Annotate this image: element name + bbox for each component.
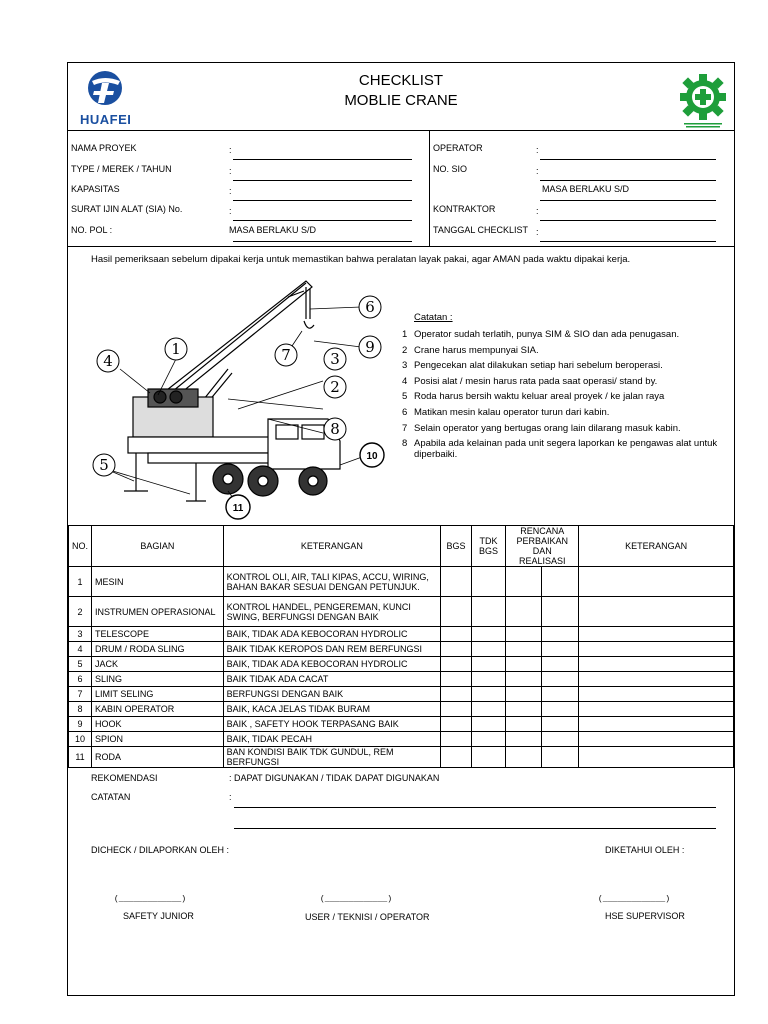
crane-diagram [78, 269, 394, 521]
table-row: 3 TELESCOPE BAIK, TIDAK ADA KEBOCORAN HYDROLIC [69, 627, 734, 642]
tdk-bgs-cell[interactable] [471, 732, 505, 747]
field-operator-label: OPERATOR [433, 143, 483, 153]
callout-11: 11 [232, 503, 244, 514]
note-item: 8 Apabila ada kelainan pada unit segera laporkan ke pengawas alat untuk diperbaiki. [402, 438, 718, 461]
header-bagian: BAGIAN [92, 526, 224, 567]
table-row: 9 HOOK BAIK , SAFETY HOOK TERPASANG BAIK [69, 717, 734, 732]
field-sia-label: SURAT IJIN ALAT (SIA) No. [71, 204, 183, 214]
catatan-label: CATATAN [91, 792, 131, 802]
dicheck-label: DICHECK / DILAPORKAN OLEH : [91, 845, 230, 855]
bgs-cell[interactable] [441, 597, 472, 627]
signer-hse-supervisor: HSE SUPERVISOR [605, 911, 685, 921]
tdk-bgs-cell[interactable] [471, 672, 505, 687]
field-nama-proyek-label: NAMA PROYEK [71, 143, 137, 153]
table-row: 8 KABIN OPERATOR BAIK, KACA JELAS TIDAK BURAM [69, 702, 734, 717]
note-item: 2 Crane harus mempunyai SIA. [402, 344, 539, 356]
callout-1: 1 [171, 340, 181, 358]
callout-3: 3 [330, 350, 340, 368]
field-tanggal-label: TANGGAL CHECKLIST [433, 225, 529, 235]
rekomendasi-value[interactable]: : DAPAT DIGUNAKAN / TIDAK DAPAT DIGUNAKAN [229, 773, 440, 783]
field-operator-input[interactable] [540, 159, 716, 160]
bgs-cell[interactable] [441, 747, 472, 768]
tdk-bgs-cell[interactable] [471, 627, 505, 642]
header-rencana: RENCANA PERBAIKAN DAN REALISASI [506, 526, 579, 567]
table-row: 10 SPION BAIK, TIDAK PECAH [69, 732, 734, 747]
callout-9: 9 [365, 338, 375, 356]
catatan-line-2[interactable] [234, 828, 716, 829]
k3-logo [676, 71, 730, 131]
tdk-bgs-cell[interactable] [471, 642, 505, 657]
field-type-input[interactable] [233, 180, 412, 181]
signer-safety-junior: SAFETY JUNIOR [123, 911, 194, 921]
table-row: 1 MESIN KONTROL OLI, AIR, TALI KIPAS, ACCU, WIRING, BAHAN BAKAR SESUAI DENGAN PETUNJUK. [69, 567, 734, 597]
header-keterangan-2: KETERANGAN [579, 526, 734, 567]
tdk-bgs-cell[interactable] [471, 567, 505, 597]
callout-6: 6 [365, 298, 375, 316]
bgs-cell[interactable] [441, 657, 472, 672]
tdk-bgs-cell[interactable] [471, 717, 505, 732]
company-name: HUAFEI [80, 112, 132, 127]
table-row: 6 SLING BAIK TIDAK ADA CACAT [69, 672, 734, 687]
note-item: 5 Roda harus bersih waktu keluar areal proyek / ke jalan raya [402, 391, 665, 403]
catatan-line-1[interactable] [234, 807, 716, 808]
bgs-cell[interactable] [441, 567, 472, 597]
callout-8: 8 [330, 420, 340, 438]
sign-blank-3[interactable]: (_____________) [598, 895, 671, 904]
header-keterangan: KETERANGAN [223, 526, 441, 567]
bgs-cell[interactable] [441, 642, 472, 657]
form-title: CHECKLIST [358, 72, 444, 89]
field-kapasitas-input[interactable] [233, 200, 412, 201]
table-row: 2 INSTRUMEN OPERASIONAL KONTROL HANDEL, PENGEREMAN, KUNCI SWING, BERFUNGSI DENGAN BAIK [69, 597, 734, 627]
table-row: 7 LIMIT SELING BERFUNGSI DENGAN BAIK [69, 687, 734, 702]
bgs-cell[interactable] [441, 687, 472, 702]
notes-title: Catatan : [414, 312, 453, 323]
callout-10: 10 [366, 451, 378, 462]
field-nosio-label: NO. SIO [433, 164, 468, 174]
form-subtitle: MOBLIE CRANE [344, 92, 458, 109]
notes-list [402, 327, 730, 460]
field-sia-input[interactable] [233, 220, 412, 221]
bgs-cell[interactable] [441, 672, 472, 687]
tdk-bgs-cell[interactable] [471, 702, 505, 717]
table-header [69, 526, 734, 567]
callout-5: 5 [99, 456, 109, 474]
field-kapasitas-label: KAPASITAS [71, 184, 120, 194]
table-row: 5 JACK BAIK, TIDAK ADA KEBOCORAN HYDROLIC [69, 657, 734, 672]
tdk-bgs-cell[interactable] [471, 597, 505, 627]
bgs-cell[interactable] [441, 717, 472, 732]
tdk-bgs-cell[interactable] [471, 687, 505, 702]
note-item: 3 Pengecekan alat dilakukan setiap hari sebelum beroperasi. [402, 360, 663, 372]
field-masa-berlaku-label: MASA BERLAKU S/D [229, 225, 317, 235]
rekomendasi-label: REKOMENDASI [91, 773, 158, 783]
field-kontraktor-input[interactable] [540, 220, 716, 221]
note-item: 7 Selain operator yang bertugas orang lain dilarang masuk kabin. [402, 422, 681, 434]
header-bgs: BGS [441, 526, 472, 567]
safety-gear-icon [676, 71, 730, 131]
field-kontraktor-label: KONTRAKTOR [433, 204, 496, 214]
field-nosio-input[interactable] [540, 180, 716, 181]
callout-7: 7 [281, 346, 291, 364]
intro-text: Hasil pemeriksaan sebelum dipakai kerja untuk memastikan bahwa peralatan layak pakai, agar AMAN pada waktu dipakai kerja. [91, 254, 631, 265]
field-masa-berlaku-input[interactable] [233, 241, 412, 242]
field-nama-proyek-input[interactable] [233, 159, 412, 160]
field-sio-masa-berlaku-input[interactable] [540, 200, 716, 201]
tdk-bgs-cell[interactable] [471, 747, 505, 768]
bgs-cell[interactable] [441, 732, 472, 747]
note-item: 4 Posisi alat / mesin harus rata pada saat operasi/ stand by. [402, 375, 658, 387]
tdk-bgs-cell[interactable] [471, 657, 505, 672]
table-row: 4 DRUM / RODA SLING BAIK TIDAK KEROPOS DAN REM BERFUNGSI [69, 642, 734, 657]
field-nopol-label: NO. POL : [71, 225, 113, 235]
checklist-form: HUAFEI CHECKLIST MOBLIE CRANE NAMA PROYEK : TYPE / MEREK / TAHUN : KAPASITAS : SURAT IJIN ALAT (SIA) No. : NO. POL : MASA BERLAKU S/D OPERATOR : NO. SIO : MASA BERLAKU S/D KONTRAKTOR : TANGGAL CHECKLIST : Hasil pemeriksaan sebelum dipakai kerja untuk memastikan bahwa peralatan layak pakai, agar AMAN pada waktu dipakai kerja. 1 2 3 4 5 6 7 8 9 10 11 Catatan : 1 Operator sudah terlatih, punya SIM & SIO dan ada penugasan. 2 Crane harus mempunyai SIA. 3 Pengecekan alat dilakukan setiap hari sebelum beroperasi. 4 Posisi alat / mesin harus rata pada saat operasi/ stand by. 5 Roda harus bersih waktu keluar areal proyek / ke jalan raya 6 Matikan mesin kalau operator turun dari kabin. 7 Selain operator yang bertugas orang lain dilarang masuk kabin. 8 Apabila ada kelainan pada unit segera laporkan ke pengawas alat untuk diperbaiki. NO. BAGIAN KETERANGAN BGS TDK BGS RENCANA PERBAIKAN DAN REALISASI KETERANGAN 1 MESIN KONTROL OLI, AIR, TALI KIPAS, ACCU, WIRING, BAHAN BAKAR SESUAI DENGAN PETUNJUK. 2 INSTRUMEN OPERASIONAL KONTROL HANDEL, PENGEREMAN, KUNCI SWING, BERFUNGSI DENGAN BAIK 3 TELESCOPE BAIK, TIDAK ADA KEBOCORAN HYDROLIC 4 DRUM / RODA SLING BAIK TIDAK KEROPOS DAN REM BERFUNGSI 5 JACK BAIK, TIDAK ADA KEBOCORAN HYDROLIC 6 SLING BAIK TIDAK ADA CACAT 7 LIMIT SELING BERFUNGSI DENGAN BAIK 8 KABIN OPERATOR BAIK, KACA JELAS TIDAK BURAM 9 HOOK BAIK , SAFETY HOOK TERPASANG BAIK 10 SPION BAIK, TIDAK PECAH 11 RODA BAN KONDISI BAIK TDK GUNDUL, REM BERFUNGSI REKOMENDASI : DAPAT DIGUNAKAN / TIDAK DAPAT DIGUNAKAN CATATAN : DICHECK / DILAPORKAN OLEH : DIKETAHUI OLEH : (_____________) (_____________) (_____________) SAFETY JUNIOR USER / TEKNISI / OPERATOR HSE SUPERVISOR [67, 62, 735, 996]
field-type-label: TYPE / MEREK / TAHUN [71, 164, 172, 174]
sign-blank-1[interactable]: (_____________) [114, 895, 187, 904]
sign-blank-2[interactable]: (_____________) [320, 895, 393, 904]
note-item: 6 Matikan mesin kalau operator turun dari kabin. [402, 406, 610, 418]
callout-4: 4 [103, 352, 113, 370]
table-row: 11 RODA BAN KONDISI BAIK TDK GUNDUL, REM BERFUNGSI [69, 747, 734, 768]
callout-2: 2 [330, 378, 340, 396]
signer-user-teknisi: USER / TEKNISI / OPERATOR [305, 912, 430, 922]
bgs-cell[interactable] [441, 627, 472, 642]
field-sio-masa-berlaku-label: MASA BERLAKU S/D [542, 184, 630, 194]
note-item: 1 Operator sudah terlatih, punya SIM & SIO dan ada penugasan. [402, 329, 680, 340]
diketahui-label: DIKETAHUI OLEH : [605, 845, 685, 855]
bgs-cell[interactable] [441, 702, 472, 717]
checklist-table [68, 525, 734, 768]
field-tanggal-input[interactable] [540, 241, 716, 242]
header-no: NO. [69, 526, 92, 567]
header-tdk-bgs: TDK BGS [471, 526, 505, 567]
